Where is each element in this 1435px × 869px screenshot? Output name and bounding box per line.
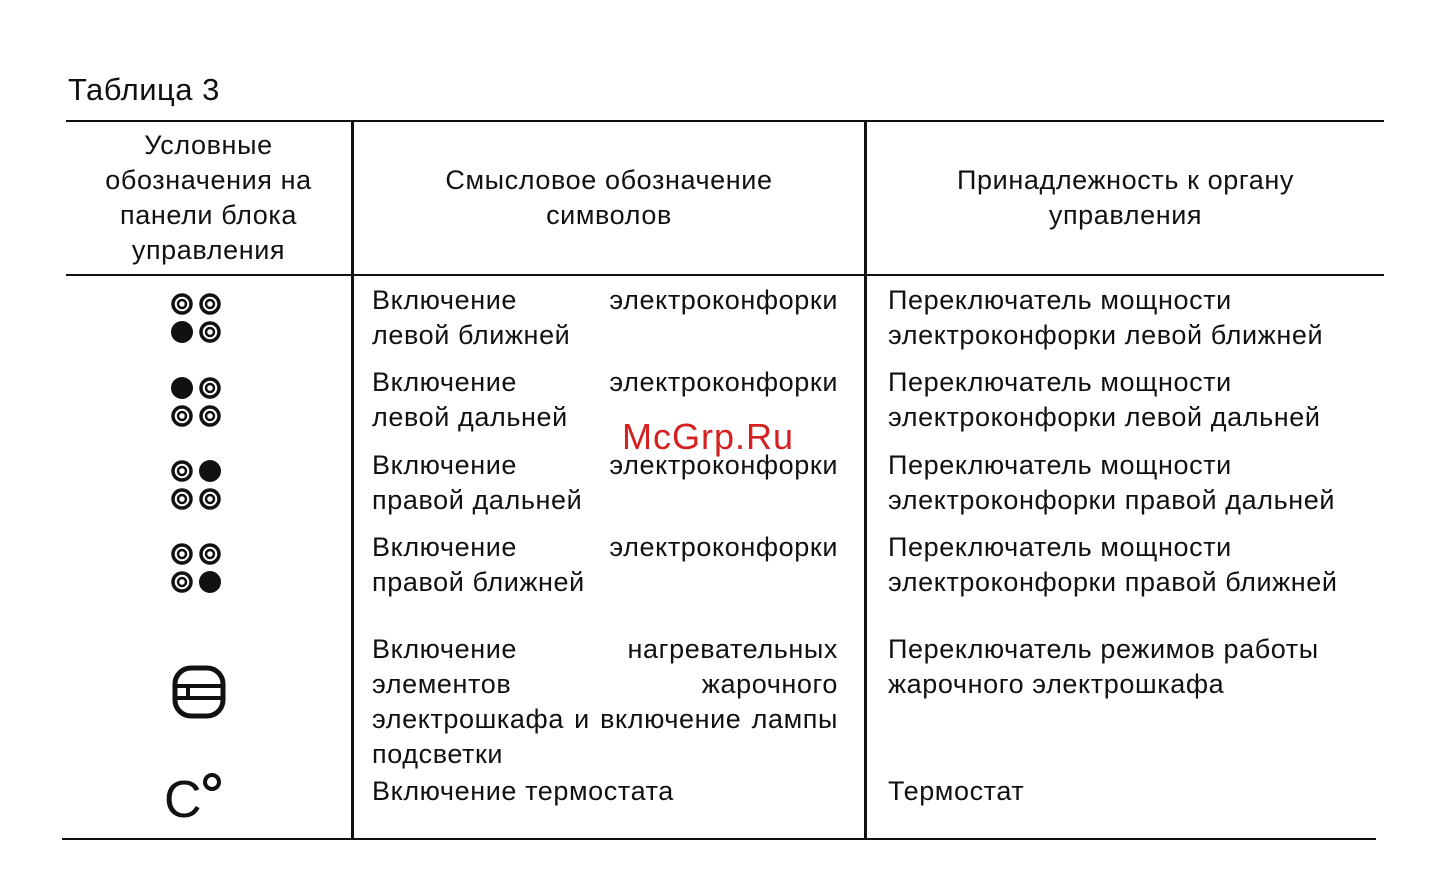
oven-heating-elements-icon: [170, 664, 234, 722]
row-meaning: Включение термостата: [372, 776, 674, 806]
row-control: Переключатель режимов работы жарочного электрошкафа: [888, 634, 1319, 699]
row-meaning: Включение электроконфорки левой дальней: [372, 367, 838, 432]
row-meaning: Включение электроконфорки левой ближней: [372, 285, 838, 350]
burner-rear-right-icon: [166, 457, 230, 513]
celsius-symbol: C: [164, 771, 202, 829]
header-symbols: [66, 122, 351, 274]
row-control: Переключатель мощности электроконфорки левой ближней: [888, 285, 1324, 350]
row-control: Переключатель мощности электроконфорки правой дальней: [888, 450, 1336, 515]
watermark: McGrp.Ru: [622, 416, 795, 457]
header-symbols-label: Условные обозначения на панели блока управления: [105, 130, 312, 265]
row-control: Переключатель мощности электроконфорки левой дальней: [888, 367, 1321, 432]
row-control: Переключатель мощности электроконфорки правой ближней: [888, 532, 1338, 597]
row-meaning: Включение электроконфорки правой дальней: [372, 450, 838, 515]
row-meaning: Включение электроконфорки правой ближней: [372, 532, 838, 597]
burner-front-left-icon: [166, 290, 230, 346]
header-meaning-label: Смысловое обозначение символов: [445, 165, 773, 230]
header-control-label: Принадлежность к органу управления: [957, 165, 1294, 230]
table-header-rule: [66, 274, 1384, 276]
row-control: Термостат: [888, 776, 1025, 806]
burner-rear-left-icon: [166, 374, 230, 430]
burner-front-right-icon: [166, 540, 230, 596]
row-meaning: Включение нагревательных элементов жарочного электрошкафа и включение лампы подсветки: [372, 634, 838, 769]
header-meaning: [354, 122, 864, 274]
table-caption: Таблица 3: [68, 72, 220, 107]
table-bottom-rule: [62, 838, 1376, 840]
header-control: [867, 122, 1384, 274]
